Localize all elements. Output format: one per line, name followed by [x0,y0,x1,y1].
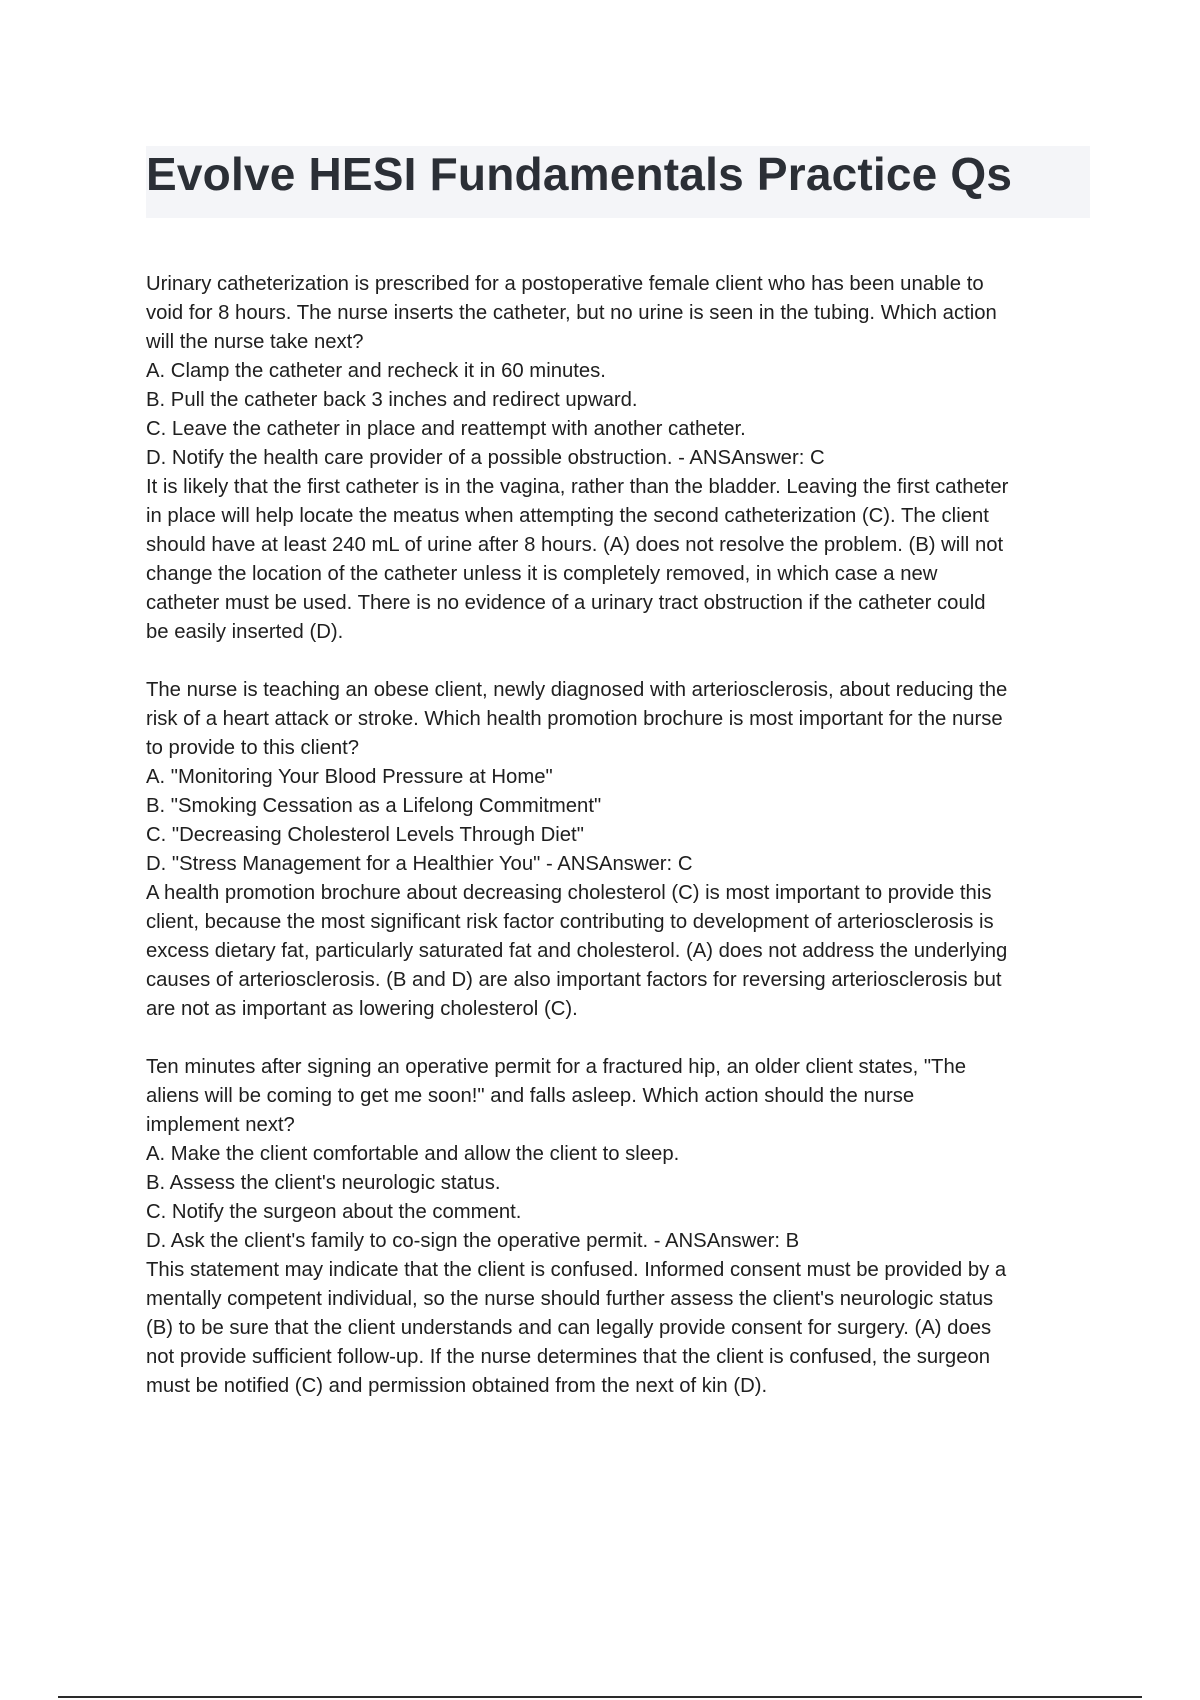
rationale-line: causes of arteriosclerosis. (B and D) are also important factors for reversing arteriosclerosis but [146,969,1002,991]
rationale-line: It is likely that the first catheter is in the vagina, rather than the bladder. Leaving the first catheter [146,476,1009,498]
question-stem-line: void for 8 hours. The nurse inserts the catheter, but no urine is seen in the tubing. Which action [146,302,997,324]
question-stem-line: aliens will be coming to get me soon!" and falls asleep. Which action should the nurse [146,1085,915,1107]
answer-option: A. "Monitoring Your Blood Pressure at Home" [146,766,553,788]
question-block [146,676,1094,1024]
question-stem-line: Ten minutes after signing an operative permit for a fractured hip, an older client states, "The [146,1056,967,1078]
question-stem-line: Urinary catheterization is prescribed for a postoperative female client who has been unable to [146,273,984,295]
rationale-line: should have at least 240 mL of urine after 8 hours. (A) does not resolve the problem. (B) will not [146,534,1004,556]
rationale-line: not provide sufficient follow-up. If the nurse determines that the client is confused, the surgeon [146,1346,991,1368]
question-stem-line: The nurse is teaching an obese client, newly diagnosed with arteriosclerosis, about reducing the [146,679,1008,701]
question-stem-line: to provide to this client? [146,737,360,759]
question-stem-line: will the nurse take next? [146,331,364,353]
rationale-line: must be notified (C) and permission obtained from the next of kin (D). [146,1375,768,1397]
question-block [146,1053,1094,1401]
rationale-line: client, because the most significant risk factor contributing to development of arteriosclerosis is [146,911,994,933]
answer-option: C. Leave the catheter in place and reattempt with another catheter. [146,418,746,440]
answer-option: C. "Decreasing Cholesterol Levels Through Diet" [146,824,584,846]
page-title: Evolve HESI Fundamentals Practice Qs [146,148,1013,200]
page-bottom-divider [58,1696,1142,1698]
question-stem-line: risk of a heart attack or stroke. Which health promotion brochure is most important for the nurse [146,708,1003,730]
rationale-line: excess dietary fat, particularly saturated fat and cholesterol. (A) does not address the underlying [146,940,1008,962]
answer-option: D. "Stress Management for a Healthier You" - ANSAnswer: C [146,853,693,875]
rationale-line: (B) to be sure that the client understands and can legally provide consent for surgery. (A) does [146,1317,992,1339]
answer-option: B. Assess the client's neurologic status. [146,1172,501,1194]
answer-option: C. Notify the surgeon about the comment. [146,1201,522,1223]
answer-option: D. Notify the health care provider of a possible obstruction. - ANSAnswer: C [146,447,825,469]
answer-option: B. "Smoking Cessation as a Lifelong Commitment" [146,795,602,817]
answer-option: D. Ask the client's family to co-sign the operative permit. - ANSAnswer: B [146,1230,800,1252]
rationale-line: catheter must be used. There is no evidence of a urinary tract obstruction if the catheter could [146,592,986,614]
question-stem-line: implement next? [146,1114,295,1136]
rationale-line: This statement may indicate that the client is confused. Informed consent must be provided by a [146,1259,1007,1281]
rationale-line: are not as important as lowering cholesterol (C). [146,998,578,1020]
answer-option: A. Clamp the catheter and recheck it in 60 minutes. [146,360,606,382]
question-list [146,270,1094,1430]
question-block [146,270,1094,647]
rationale-line: in place will help locate the meatus when attempting the second catheterization (C). The client [146,505,989,527]
answer-option: B. Pull the catheter back 3 inches and redirect upward. [146,389,638,411]
rationale-line: mentally competent individual, so the nurse should further assess the client's neurologic status [146,1288,994,1310]
answer-option: A. Make the client comfortable and allow the client to sleep. [146,1143,680,1165]
rationale-line: be easily inserted (D). [146,621,344,643]
rationale-line: A health promotion brochure about decreasing cholesterol (C) is most important to provide this [146,882,992,904]
rationale-line: change the location of the catheter unless it is completely removed, in which case a new [146,563,938,585]
